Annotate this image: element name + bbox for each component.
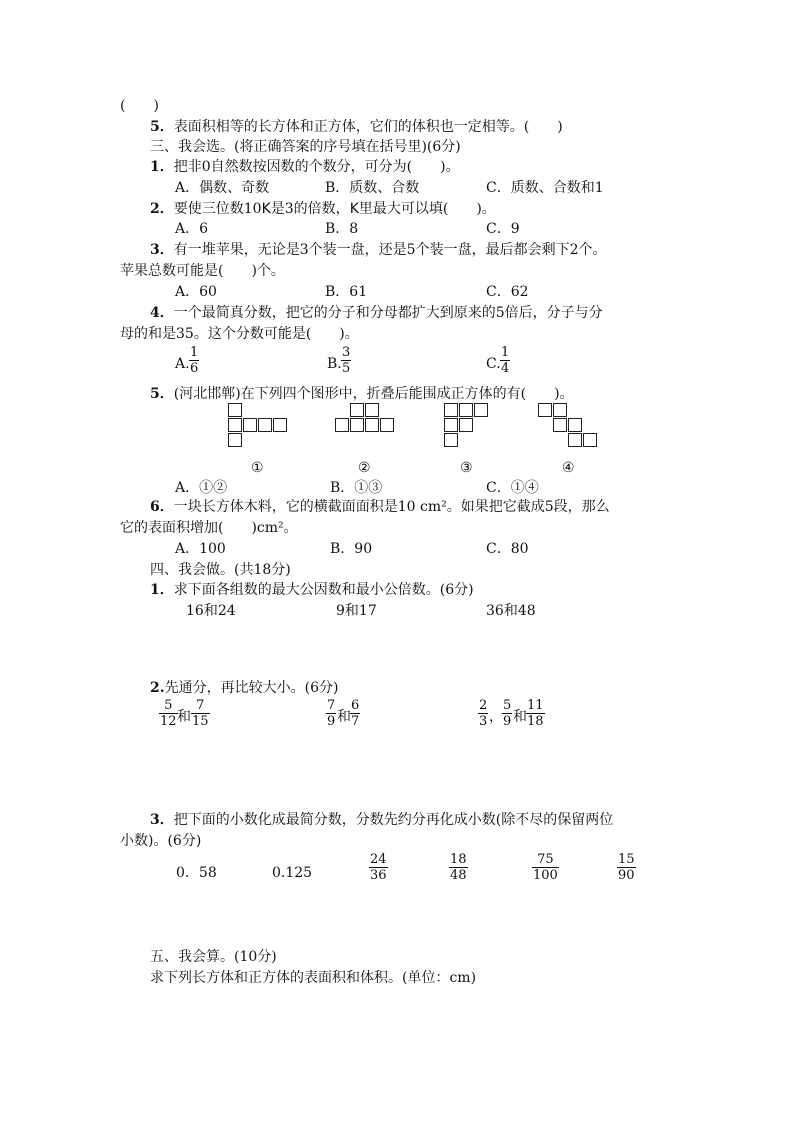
join-word: 和 <box>337 709 351 725</box>
question-text: 一个最简真分数，把它的分子和分母都扩大到原来的5倍后，分子与分 <box>173 305 603 321</box>
decimal-1: 0．58 <box>176 865 217 881</box>
option-b: B．90 <box>330 541 373 557</box>
fraction: $\frac{7}{9}$ <box>327 698 336 729</box>
figure-label-2: ② <box>358 460 371 476</box>
decimal-2: 0.125 <box>272 865 313 881</box>
question-number: 3． <box>150 242 174 258</box>
question-number: 4． <box>150 305 174 321</box>
figure-label-3: ③ <box>460 460 473 476</box>
question-s4-3 <box>150 813 613 827</box>
question-text: (河北邯郸)在下列四个图形中，折叠后能围成正方体的有( )。 <box>173 386 574 402</box>
fraction: $\frac{6}{7}$ <box>351 698 360 729</box>
question-s3-4 <box>150 306 603 320</box>
section5-title: 五、我会算。(10分) <box>150 949 277 965</box>
cube-net-2 <box>335 403 397 435</box>
option-b-fraction: $\frac{3}{5}$ <box>342 345 351 376</box>
fraction: $\frac{11}{18}$ <box>527 698 544 729</box>
digit-variable: K <box>261 201 271 217</box>
question-number: 6． <box>150 499 174 515</box>
question-text: 要使三位数10 <box>173 201 262 217</box>
question-text-continued: 小数)。(6分) <box>120 833 202 849</box>
fraction: $\frac{75}{100}$ <box>533 852 558 883</box>
fraction: $\frac{24}{36}$ <box>370 852 387 883</box>
question-s3-3 <box>150 243 606 257</box>
question-text-continued: 它的表面积增加( )cm²。 <box>120 520 298 536</box>
cube-net-4 <box>538 403 600 449</box>
option-c-label: C. <box>486 356 501 372</box>
cube-net-1 <box>228 403 290 449</box>
option-b: B．质数、合数 <box>325 180 420 196</box>
question-number: 3． <box>150 812 174 828</box>
question-text: 把非0自然数按因数的个数分，可分为( )。 <box>173 159 460 175</box>
option-b: B．61 <box>325 284 368 300</box>
fraction: $\frac{2}{3}$ <box>479 698 488 729</box>
fraction: $\frac{15}{90}$ <box>618 852 635 883</box>
digit-variable: K <box>349 201 359 217</box>
option-b-label: B. <box>327 356 342 372</box>
question-s4-1 <box>150 583 474 597</box>
question-text-continued: 母的和是35。这个分数可能是( )。 <box>120 326 359 342</box>
section4-title: 四、我会做。(共18分) <box>150 562 291 578</box>
option-a: A．60 <box>175 284 217 300</box>
question-s3-5 <box>150 387 574 401</box>
question-s3-6 <box>150 500 610 514</box>
option-b: B．8 <box>325 221 359 237</box>
question-number: 1． <box>150 159 174 175</box>
question-text: 先通分，再比较大小。(6分) <box>164 680 339 696</box>
option-a: A．①② <box>175 480 228 496</box>
section5-instruction: 求下列长方体和正方体的表面积和体积。(单位：cm) <box>150 970 477 986</box>
question-s3-2 <box>150 202 496 216</box>
question-text-2: 是3的倍数， <box>270 201 350 217</box>
option-c: C．9 <box>486 221 520 237</box>
number-pair-2: 9和17 <box>336 603 377 619</box>
fraction: $\frac{7}{15}$ <box>192 698 209 729</box>
question-number: 5． <box>150 119 174 135</box>
question-text: 把下面的小数化成最简分数，分数先约分再化成小数(除不尽的保留两位 <box>173 812 614 828</box>
question-text-continued: 苹果总数可能是( )个。 <box>120 263 285 279</box>
fraction: $\frac{18}{48}$ <box>450 852 467 883</box>
cube-net-3 <box>444 403 491 449</box>
join-word: 和 <box>513 709 527 725</box>
option-a: A．100 <box>175 541 226 557</box>
answer-paren: ( ) <box>120 98 159 114</box>
number-pair-3: 36和48 <box>486 603 536 619</box>
question-text: 一块长方体木料，它的横截面面积是10 cm²。如果把它截成5段，那么 <box>173 499 610 515</box>
figure-label-4: ④ <box>562 460 575 476</box>
question-text-3: 里最大可以填( )。 <box>358 201 496 217</box>
option-a-label: A. <box>175 356 190 372</box>
question-s4-2 <box>150 681 338 695</box>
section3-title: 三、我会选。(将正确答案的序号填在括号里)(6分) <box>150 139 461 155</box>
question-s3-1 <box>150 160 460 174</box>
option-c-fraction: $\frac{1}{4}$ <box>501 345 510 376</box>
join-word: 和 <box>177 709 191 725</box>
figure-label-1: ① <box>251 460 264 476</box>
option-c: C．80 <box>486 541 529 557</box>
option-a-fraction: $\frac{1}{6}$ <box>190 345 199 376</box>
question-text: 求下面各组数的最大公因数和最小公倍数。(6分) <box>173 582 474 598</box>
option-c: C．62 <box>486 284 529 300</box>
option-a: A．6 <box>175 221 209 237</box>
fraction: $\frac{5}{12}$ <box>160 698 177 729</box>
question-s2-5 <box>150 120 563 134</box>
option-c: C．①④ <box>486 480 539 496</box>
fraction: $\frac{5}{9}$ <box>503 698 512 729</box>
option-c: C．质数、合数和1 <box>486 180 604 196</box>
option-a: A．偶数、奇数 <box>175 180 270 196</box>
number-pair-1: 16和24 <box>186 603 236 619</box>
question-text: 有一堆苹果，无论是3个装一盘，还是5个装一盘，最后都会剩下2个。 <box>173 242 607 258</box>
option-b: B．①③ <box>330 480 383 496</box>
question-number: 2. <box>150 680 165 696</box>
question-text: 表面积相等的长方体和正方体，它们的体积也一定相等。( ) <box>173 119 563 135</box>
question-number: 2． <box>150 201 174 217</box>
question-number: 5． <box>150 386 174 402</box>
separator: ， <box>489 709 503 725</box>
question-number: 1． <box>150 582 174 598</box>
